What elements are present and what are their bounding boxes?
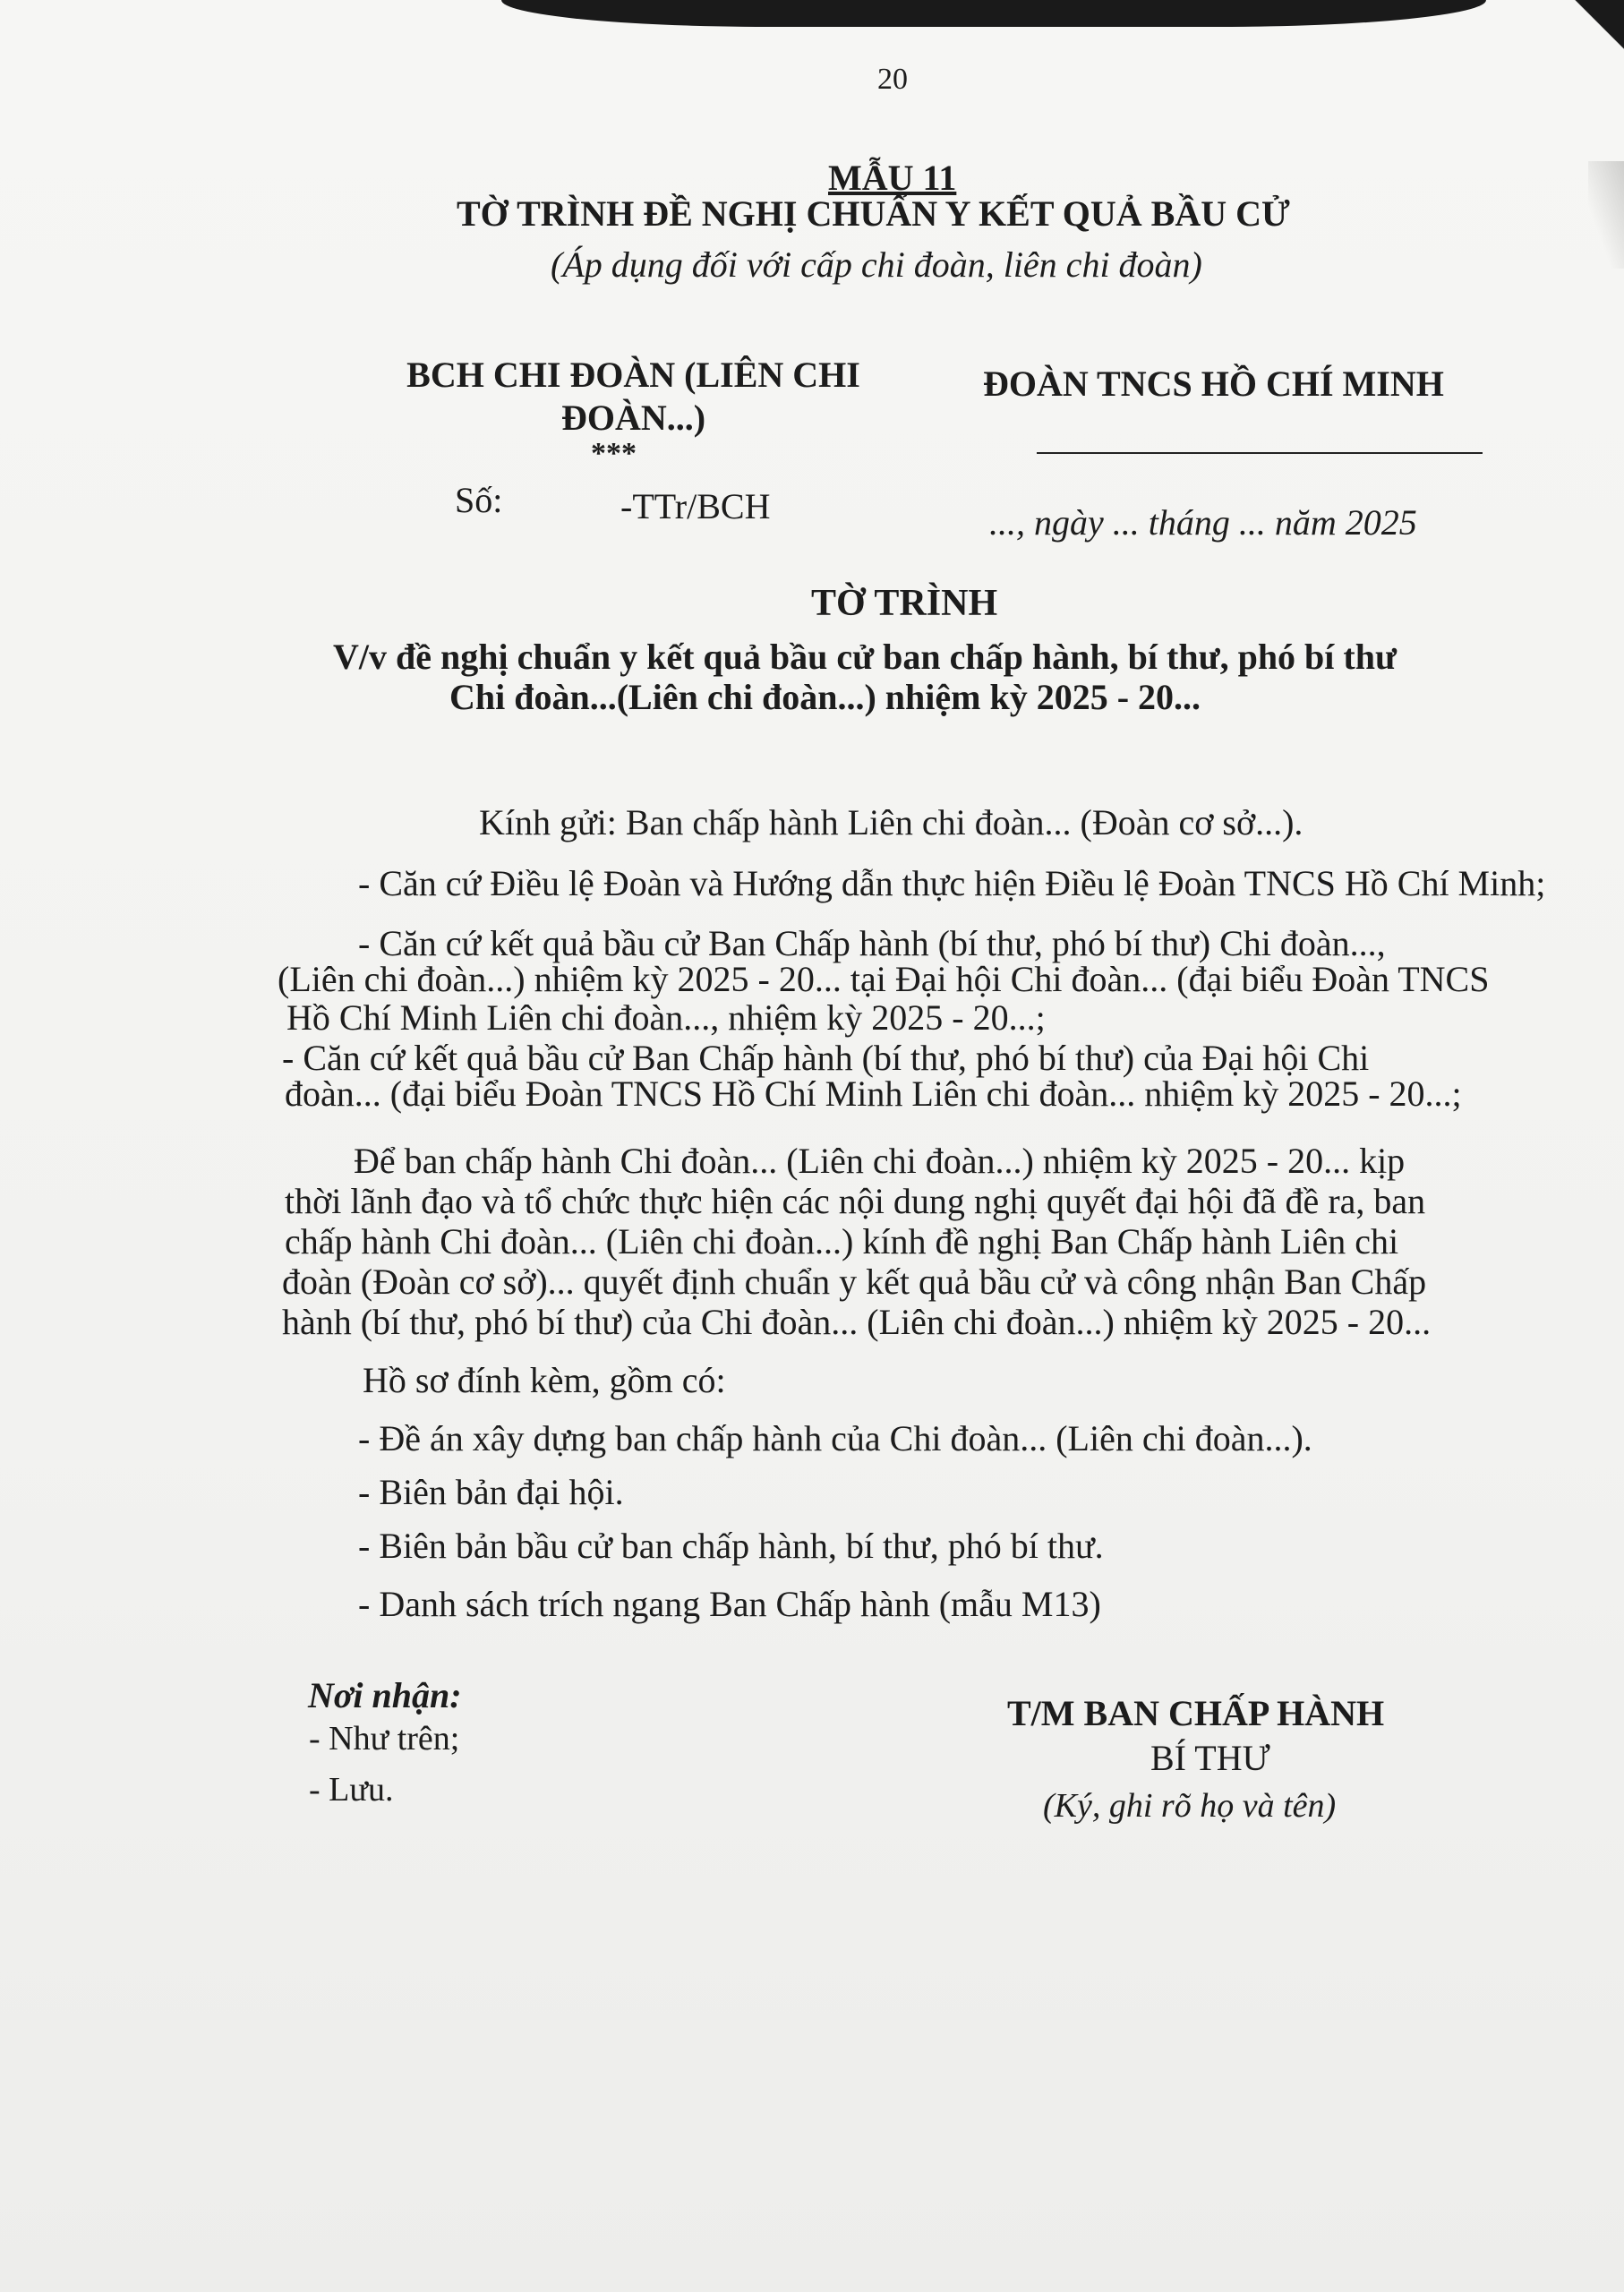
- signatory-role: BÍ THƯ: [1150, 1738, 1270, 1778]
- body-line: (Liên chi đoàn...) nhiệm kỳ 2025 - 20... tại Đại hội Chi đoàn... (đại biểu Đoàn TNCS: [278, 959, 1490, 999]
- document-date: ..., ngày ... tháng ... năm 2025: [989, 502, 1417, 543]
- recipient-line: Kính gửi: Ban chấp hành Liên chi đoàn... (Đoàn cơ sở...).: [479, 802, 1303, 842]
- document-number-label: Số:: [455, 480, 503, 520]
- page-edge-shade: [1588, 161, 1624, 269]
- recipient-item: - Như trên;: [309, 1720, 460, 1757]
- recipient-item: - Lưu.: [309, 1771, 394, 1809]
- form-code: MẪU 11: [828, 158, 957, 198]
- document-subject-line: Chi đoàn...(Liên chi đoàn...) nhiệm kỳ 2025 - 20...: [449, 677, 1201, 717]
- signature-note: (Ký, ghi rõ họ và tên): [1043, 1787, 1337, 1825]
- form-applicability: (Áp dụng đối với cấp chi đoàn, liên chi đoàn): [551, 244, 1202, 285]
- attachments-heading: Hồ sơ đính kèm, gồm có:: [363, 1360, 726, 1400]
- parent-org: ĐOÀN TNCS HỒ CHÍ MINH: [983, 363, 1444, 404]
- form-title: TỜ TRÌNH ĐỀ NGHỊ CHUẨN Y KẾT QUẢ BẦU CỬ: [457, 193, 1290, 234]
- body-line: hành (bí thư, phó bí thư) của Chi đoàn... (Liên chi đoàn...) nhiệm kỳ 2025 - 20...: [282, 1302, 1432, 1342]
- page-number: 20: [877, 63, 908, 96]
- body-line: Để ban chấp hành Chi đoàn... (Liên chi đoàn...) nhiệm kỳ 2025 - 20... kịp: [354, 1141, 1406, 1181]
- issuer-stars: ***: [591, 437, 637, 470]
- parent-org-rule: [1037, 452, 1483, 454]
- body-line: - Căn cứ kết quả bầu cử Ban Chấp hành (bí thư, phó bí thư) Chi đoàn...,: [358, 923, 1386, 963]
- body-line: đoàn... (đại biểu Đoàn TNCS Hồ Chí Minh Liên chi đoàn... nhiệm kỳ 2025 - 20...;: [285, 1073, 1462, 1114]
- issuer-org: BCH CHI ĐOÀN (LIÊN CHI ĐOÀN...): [406, 355, 860, 438]
- document-subject-line: V/v đề nghị chuẩn y kết quả bầu cử ban chấp hành, bí thư, phó bí thư: [333, 637, 1397, 677]
- document-type: TỜ TRÌNH: [811, 583, 998, 624]
- body-line: thời lãnh đạo và tổ chức thực hiện các nội dung nghị quyết đại hội đã đề ra, ban: [285, 1181, 1426, 1221]
- attachment-item: - Biên bản đại hội.: [358, 1472, 624, 1512]
- page-top-shadow: [501, 0, 1486, 27]
- document-number: -TTr/BCH: [620, 486, 771, 526]
- body-line: chấp hành Chi đoàn... (Liên chi đoàn...) kính đề nghị Ban Chấp hành Liên chi: [285, 1221, 1399, 1261]
- body-line: - Căn cứ Điều lệ Đoàn và Hướng dẫn thực hiện Điều lệ Đoàn TNCS Hồ Chí Minh;: [358, 863, 1546, 903]
- attachment-item: - Đề án xây dựng ban chấp hành của Chi đoàn... (Liên chi đoàn...).: [358, 1418, 1312, 1458]
- body-line: đoàn (Đoàn cơ sở)... quyết định chuẩn y kết quả bầu cử và công nhận Ban Chấp: [282, 1261, 1427, 1302]
- body-line: - Căn cứ kết quả bầu cử Ban Chấp hành (bí thư, phó bí thư) của Đại hội Chi: [282, 1038, 1370, 1078]
- recipients-label: Nơi nhận:: [308, 1675, 462, 1715]
- signatory-title: T/M BAN CHẤP HÀNH: [1007, 1693, 1385, 1733]
- attachment-item: - Danh sách trích ngang Ban Chấp hành (mẫu M13): [358, 1584, 1101, 1624]
- attachment-item: - Biên bản bầu cử ban chấp hành, bí thư, phó bí thư.: [358, 1526, 1104, 1566]
- body-line: Hồ Chí Minh Liên chi đoàn..., nhiệm kỳ 2025 - 20...;: [286, 997, 1046, 1038]
- page-corner-fold: [1570, 0, 1624, 54]
